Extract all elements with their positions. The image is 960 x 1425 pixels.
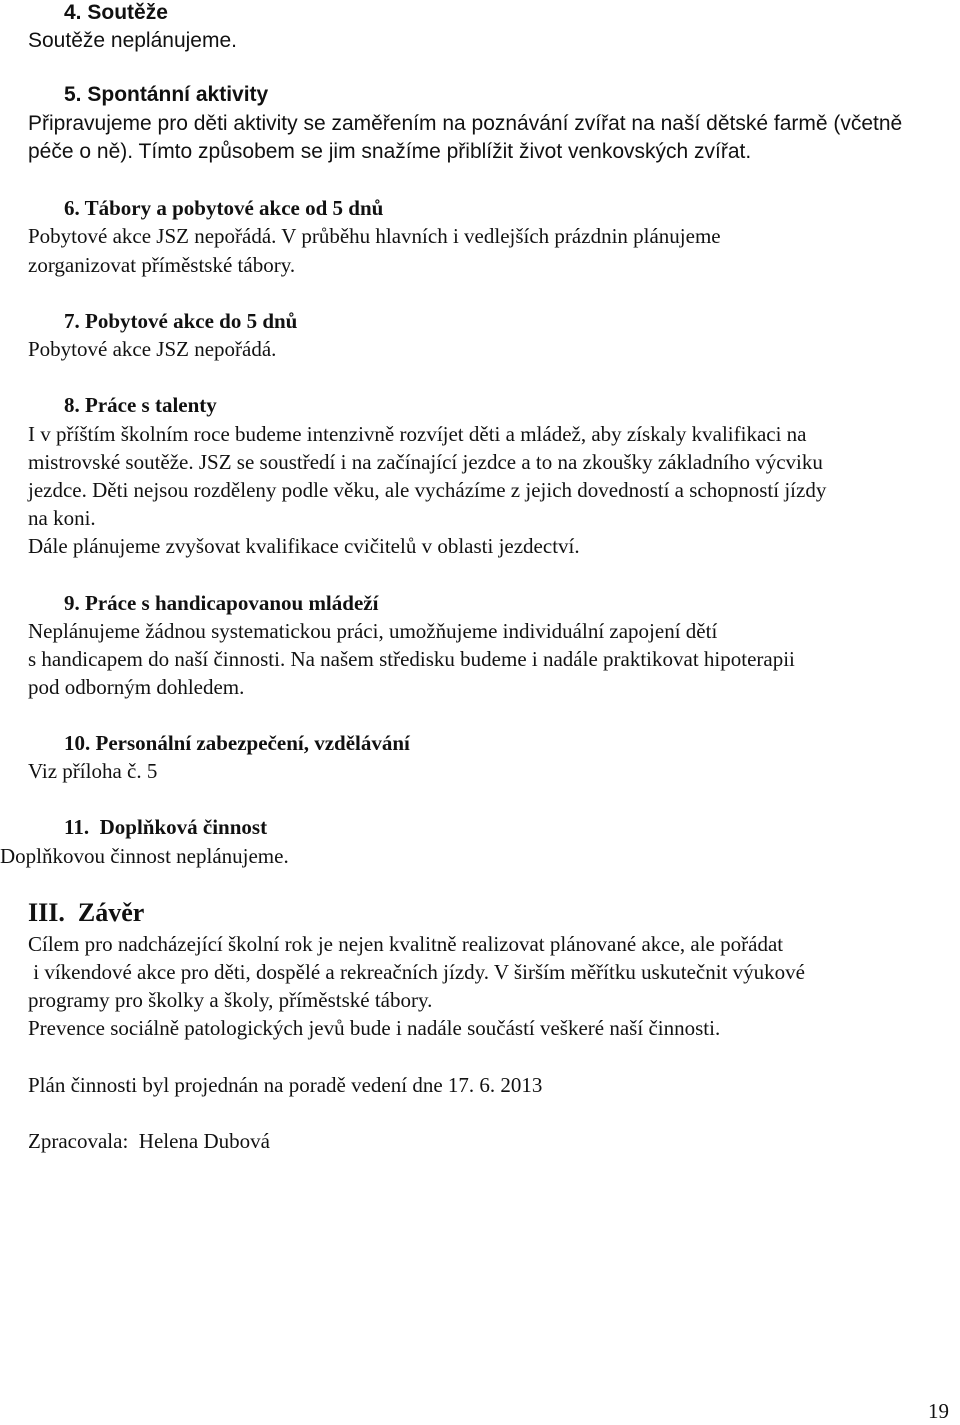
paragraph-line: mistrovské soutěže. JSZ se soustředí i na začínající jezdce a to na zkoušky základního výcviku [28, 450, 823, 474]
section-number: 10. [64, 731, 91, 755]
section-title: Soutěže [87, 1, 168, 24]
section-number: 8. [64, 393, 80, 417]
section-text-7: Pobytové akce JSZ nepořádá. [28, 337, 277, 361]
paragraph-line: i víkendové akce pro děti, dospělé a rekreačních jízdy. V širším měřítku uskutečnit výukové [28, 960, 805, 984]
section-heading-5 [64, 81, 268, 109]
section-number: 9. [64, 591, 80, 615]
section-text-10: Viz příloha č. 5 [28, 759, 158, 783]
section-text-11: Doplňkovou činnost neplánujeme. [0, 844, 289, 868]
approval-note: Plán činnosti byl projednán na poradě vedení dne 17. 6. 2013 [28, 1073, 543, 1097]
section-title: Spontánní aktivity [87, 83, 269, 106]
section-heading-10 [64, 729, 410, 757]
section-heading-7 [64, 307, 297, 335]
paragraph-line: Cílem pro nadcházející školní rok je nejen kvalitně realizovat plánované akce, ale pořádat [28, 932, 784, 956]
section-number: 11. [64, 815, 90, 839]
prepared-by-name: Helena Dubová [138, 1129, 270, 1153]
chapter-number: III. [28, 898, 65, 927]
section-title: Pobytové akce do 5 dnů [85, 309, 298, 333]
paragraph-line: Prevence sociálně patologických jevů bude i nadále součástí veškeré naší činnosti. [28, 1016, 721, 1040]
section-heading-6 [64, 194, 383, 222]
paragraph-line: I v příštím školním roce budeme intenzivně rozvíjet děti a mládež, aby získaly kvalifikaci na [28, 422, 807, 446]
page-number: 19 [928, 1399, 949, 1423]
section-heading-9 [64, 589, 378, 617]
section-number: 7. [64, 309, 80, 333]
chapter-heading-conclusion [28, 899, 144, 927]
section-text-4: Soutěže neplánujeme. [28, 29, 237, 52]
paragraph-line: Dále plánujeme zvyšovat kvalifikace cvičitelů v oblasti jezdectví. [28, 534, 580, 558]
paragraph-line: jezdce. Děti nejsou rozděleny podle věku, ale vycházíme z jejich dovedností a schopností jízdy [28, 478, 827, 502]
paragraph-line: na koni. [28, 506, 96, 530]
paragraph-line: zorganizovat příměstské tábory. [28, 253, 296, 277]
paragraph-line: s handicapem do naší činnosti. Na našem středisku budeme i nadále praktikovat hipoterapii [28, 647, 795, 671]
section-title: Doplňková činnost [99, 815, 268, 839]
section-number: 5. [64, 83, 82, 106]
section-title: Personální zabezpečení, vzdělávání [95, 731, 410, 755]
paragraph-line: Neplánujeme žádnou systematickou práci, umožňujeme individuální zapojení dětí [28, 619, 718, 643]
section-title: Tábory a pobytové akce od 5 dnů [84, 196, 384, 220]
section-heading-4 [64, 0, 168, 27]
prepared-by [28, 1127, 270, 1155]
paragraph-line: programy pro školky a školy, příměstské tábory. [28, 988, 433, 1012]
section-number: 4. [64, 1, 82, 24]
section-title: Práce s handicapovanou mládeží [85, 591, 379, 615]
chapter-title: Závěr [77, 898, 145, 927]
section-number: 6. [64, 196, 80, 220]
paragraph-line: Pobytové akce JSZ nepořádá. V průběhu hlavních i vedlejších prázdnin plánujeme [28, 224, 721, 248]
paragraph-line: Připravujeme pro děti aktivity se zaměřením na poznávání zvířat na naší dětské farmě (včetně [28, 112, 903, 135]
paragraph-line: pod odborným dohledem. [28, 675, 245, 699]
paragraph-line: péče o ně). Tímto způsobem se jim snažíme přiblížit život venkovských zvířat. [28, 140, 752, 163]
prepared-by-label: Zpracovala: [28, 1129, 129, 1153]
section-heading-11 [64, 813, 267, 841]
section-title: Práce s talenty [85, 393, 217, 417]
section-heading-8 [64, 391, 217, 419]
